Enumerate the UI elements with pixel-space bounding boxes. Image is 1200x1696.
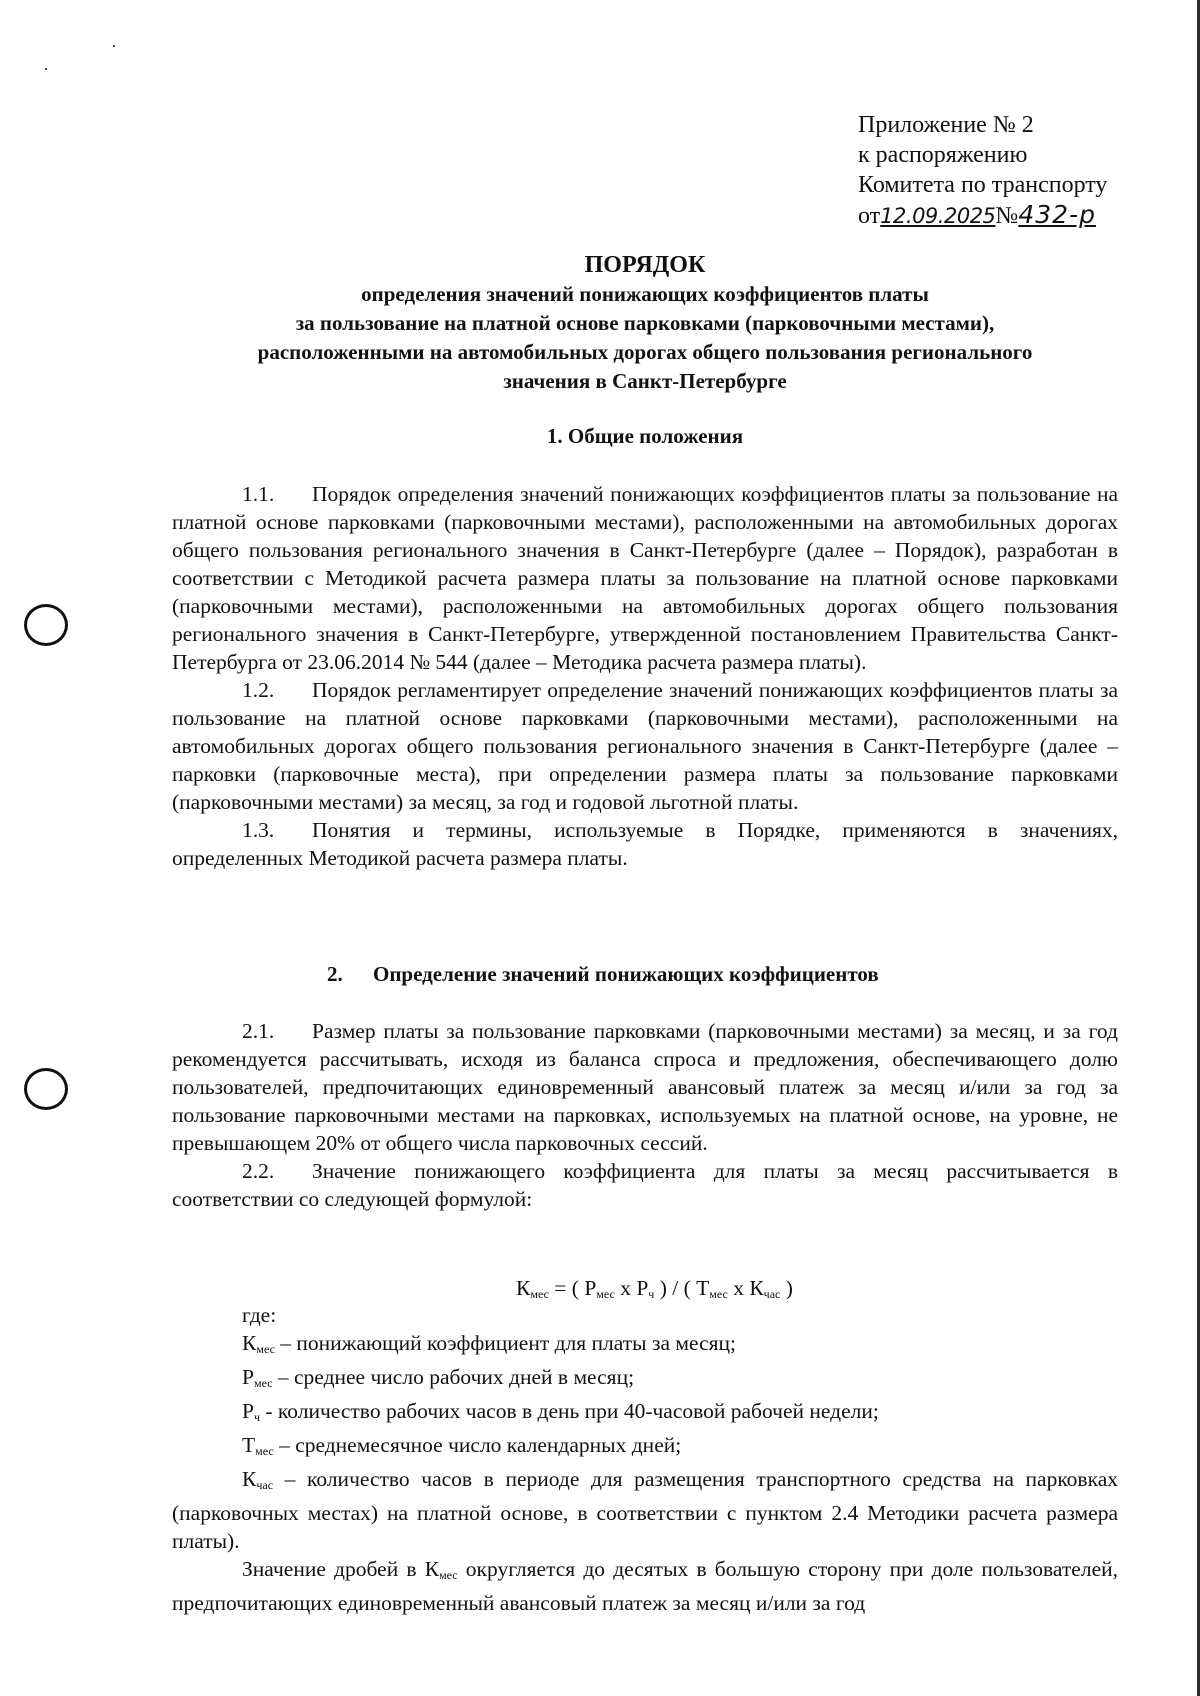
formula-operator: ) / (	[654, 1276, 697, 1300]
def-text: - количество рабочих часов в день при 40-часовой рабочей недели;	[260, 1399, 879, 1423]
formula-subscript: час	[763, 1287, 781, 1301]
document-subtitle	[172, 280, 1118, 396]
def-symbol: Р	[242, 1365, 254, 1389]
def-symbol: Р	[242, 1399, 254, 1423]
punch-hole-mark	[24, 1068, 68, 1110]
definition-item	[172, 1397, 1118, 1431]
formula-k-month	[516, 1276, 793, 1302]
def-subscript: час	[256, 1478, 274, 1492]
paragraph-1-3	[172, 816, 1118, 872]
scan-speck	[45, 68, 47, 70]
section-number: 2.	[327, 962, 343, 986]
paragraph-number: 1.2.	[242, 678, 275, 702]
def-text: – понижающий коэффициент для платы за месяц;	[274, 1331, 736, 1355]
formula-symbol: К	[516, 1276, 531, 1300]
definition-item	[172, 1465, 1118, 1555]
scan-speck	[113, 45, 115, 47]
paragraph-number: 1.1.	[242, 482, 275, 506]
paragraph-1-2	[172, 676, 1118, 816]
appendix-line: Комитета по транспорту	[858, 172, 1108, 198]
formula-operator: х	[727, 1276, 750, 1300]
def-subscript: мес	[439, 1568, 458, 1582]
rounding-paragraph	[172, 1555, 1118, 1617]
formula-operator: )	[780, 1276, 793, 1300]
paragraph-2-2	[172, 1157, 1118, 1213]
number-sign: №	[995, 203, 1019, 229]
paragraph-text: Значение понижающего коэффициента для платы за месяц рассчитывается в соответствии со следующей формулой:	[172, 1159, 1118, 1211]
paragraph-text: Размер платы за пользование парковками (парковочными местами) за месяц, и за год рекомендуется рассчитывать, исходя из баланса спроса и предложения, обеспечивающего долю пользователей, предпочитающих единовременный авансовый платеж за месяц и/или за год за пользование парковочными местами на парковках, используемых на платной основе, на уровне, не превышающем 20% от общего числа парковочных сессий.	[172, 1019, 1118, 1155]
appendix-line: Приложение № 2	[858, 112, 1034, 138]
def-symbol: К	[242, 1467, 257, 1491]
section-2-heading	[327, 962, 879, 987]
handwritten-date: 12.09.2025	[880, 204, 996, 228]
appendix-block	[858, 110, 1107, 231]
paragraph-1-1	[172, 480, 1118, 676]
paragraph-text: Порядок регламентирует определение значений понижающих коэффициентов платы за пользование на платной основе парковками (парковочными местами), расположенными на автомобильных дорогах общего пользования регионального значения в Санкт-Петербурге (далее – парковки (парковочные места), при определении размера платы за пользование парковками (парковочными местами) за месяц, за год и годовой льготной платы.	[172, 678, 1118, 814]
def-subscript: мес	[256, 1342, 275, 1356]
formula-operator: х	[614, 1276, 637, 1300]
section-2-body	[172, 1017, 1118, 1213]
definition-item	[172, 1329, 1118, 1363]
definition-item	[172, 1363, 1118, 1397]
section-1-body	[172, 480, 1118, 872]
def-subscript: мес	[253, 1376, 273, 1390]
def-text: – среднее число рабочих дней в месяц;	[272, 1365, 635, 1389]
subtitle-line: расположенными на автомобильных дорогах общего пользования регионального	[257, 340, 1033, 364]
section-title: Определение значений понижающих коэффициентов	[373, 962, 879, 986]
where-label: где:	[242, 1303, 277, 1327]
document-title: ПОРЯДОК	[584, 252, 706, 278]
subtitle-line: значения в Санкт-Петербурге	[503, 369, 787, 393]
definition-item	[172, 1431, 1118, 1465]
formula-subscript: мес	[530, 1287, 549, 1301]
subtitle-line: определения значений понижающих коэффициентов платы	[361, 282, 929, 306]
paragraph-text: Понятия и термины, используемые в Порядке, применяются в значениях, определенных Методикой расчета размера платы.	[172, 818, 1118, 870]
formula-operator: = (	[548, 1276, 585, 1300]
formula-subscript: ч	[648, 1287, 655, 1301]
formula-subscript: мес	[709, 1287, 728, 1301]
subtitle-line: за пользование на платной основе парковками (парковочными местами),	[295, 311, 995, 335]
paragraph-number: 2.2.	[242, 1159, 275, 1183]
paragraph-number: 1.3.	[242, 818, 275, 842]
punch-hole-mark	[24, 604, 68, 646]
paragraph-text: Порядок определения значений понижающих коэффициентов платы за пользование на платной основе парковками (парковочными местами), расположенными на автомобильных дорогах общего пользования регионального значения в Санкт-Петербурге (далее – Порядок), разработан в соответствии с Методикой расчета размера платы за пользование на платной основе парковками (парковочными местами), расположенными на автомобильных дорогах общего пользования регионального значения в Санкт-Петербурге, утвержденной постановлением Правительства Санкт-Петербурга от 23.06.2014 № 544 (далее – Методика расчета размера платы).	[172, 482, 1118, 674]
appendix-date-number-line	[858, 200, 1107, 231]
paragraph-number: 2.1.	[242, 1019, 275, 1043]
appendix-line: к распоряжению	[858, 142, 1028, 168]
formula-definitions	[172, 1301, 1118, 1617]
def-text: – среднемесячное число календарных дней;	[273, 1433, 682, 1457]
formula-symbol: Т	[696, 1276, 710, 1300]
paragraph-2-1	[172, 1017, 1118, 1157]
formula-subscript: мес	[596, 1287, 615, 1301]
from-prefix: от	[858, 203, 881, 229]
formula-symbol: Р	[636, 1276, 649, 1300]
paragraph-text: округляется до десятых в большую сторону при доле пользователей, предпочитающих единовременный авансовый платеж за месяц и/или за год	[172, 1557, 1118, 1615]
def-subscript: мес	[255, 1444, 274, 1458]
handwritten-number: 432-р	[1018, 200, 1096, 229]
formula-symbol: Р	[584, 1276, 597, 1300]
section-1-heading: 1. Общие положения	[546, 424, 744, 448]
def-symbol: Т	[242, 1433, 256, 1457]
formula-symbol: К	[749, 1276, 764, 1300]
def-text: – количество часов в периоде для размещения транспортного средства на парковках (парковочных местах) на платной основе, в соответствии с пунктом 2.4 Методики расчета размера платы).	[172, 1467, 1118, 1553]
def-subscript: ч	[253, 1410, 261, 1424]
paragraph-text: Значение дробей в К	[242, 1557, 440, 1581]
def-symbol: К	[242, 1331, 257, 1355]
